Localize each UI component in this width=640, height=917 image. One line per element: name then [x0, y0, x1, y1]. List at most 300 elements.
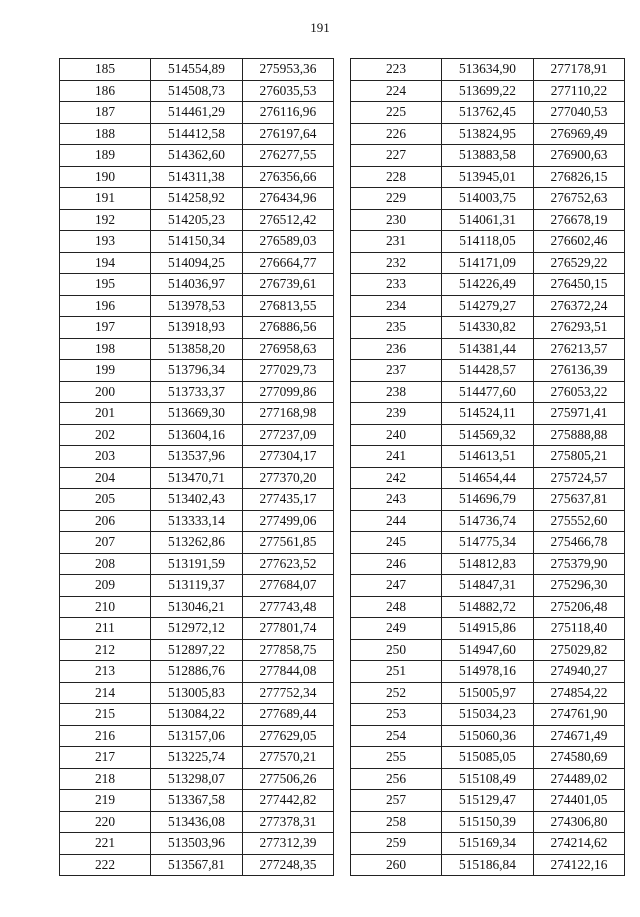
x-coordinate-cell: 514036,97	[151, 274, 243, 296]
y-coordinate-cell: 276213,57	[534, 338, 625, 360]
table-row	[60, 725, 334, 747]
y-coordinate-cell: 274671,49	[534, 725, 625, 747]
y-coordinate-cell: 276813,55	[243, 295, 334, 317]
x-coordinate-cell: 513503,96	[151, 833, 243, 855]
x-coordinate-cell: 514094,25	[151, 252, 243, 274]
y-coordinate-cell: 274122,16	[534, 854, 625, 876]
point-number-cell: 257	[351, 790, 442, 812]
point-number-cell: 200	[60, 381, 151, 403]
x-coordinate-cell: 515186,84	[442, 854, 534, 876]
x-coordinate-cell: 514696,79	[442, 489, 534, 511]
point-number-cell: 192	[60, 209, 151, 231]
y-coordinate-cell: 276116,96	[243, 102, 334, 124]
x-coordinate-cell: 514775,34	[442, 532, 534, 554]
point-number-cell: 246	[351, 553, 442, 575]
point-number-cell: 252	[351, 682, 442, 704]
table-row	[351, 59, 625, 81]
y-coordinate-cell: 276602,46	[534, 231, 625, 253]
y-coordinate-cell: 277040,53	[534, 102, 625, 124]
y-coordinate-cell: 277858,75	[243, 639, 334, 661]
point-number-cell: 188	[60, 123, 151, 145]
table-row	[351, 252, 625, 274]
y-coordinate-cell: 277442,82	[243, 790, 334, 812]
y-coordinate-cell: 275637,81	[534, 489, 625, 511]
table-row	[351, 317, 625, 339]
y-coordinate-cell: 276969,49	[534, 123, 625, 145]
table-row	[60, 532, 334, 554]
point-number-cell: 218	[60, 768, 151, 790]
point-number-cell: 240	[351, 424, 442, 446]
point-number-cell: 255	[351, 747, 442, 769]
table-row	[351, 231, 625, 253]
x-coordinate-cell: 514381,44	[442, 338, 534, 360]
y-coordinate-cell: 277110,22	[534, 80, 625, 102]
point-number-cell: 190	[60, 166, 151, 188]
point-number-cell: 235	[351, 317, 442, 339]
table-row	[60, 854, 334, 876]
coordinates-table-body	[60, 59, 334, 876]
x-coordinate-cell: 513119,37	[151, 575, 243, 597]
point-number-cell: 221	[60, 833, 151, 855]
y-coordinate-cell: 274214,62	[534, 833, 625, 855]
point-number-cell: 244	[351, 510, 442, 532]
table-row	[351, 790, 625, 812]
y-coordinate-cell: 276293,51	[534, 317, 625, 339]
x-coordinate-cell: 513298,07	[151, 768, 243, 790]
y-coordinate-cell: 276826,15	[534, 166, 625, 188]
table-row	[351, 274, 625, 296]
point-number-cell: 213	[60, 661, 151, 683]
x-coordinate-cell: 513367,58	[151, 790, 243, 812]
x-coordinate-cell: 513567,81	[151, 854, 243, 876]
point-number-cell: 204	[60, 467, 151, 489]
x-coordinate-cell: 513262,86	[151, 532, 243, 554]
x-coordinate-cell: 513918,93	[151, 317, 243, 339]
x-coordinate-cell: 514736,74	[442, 510, 534, 532]
x-coordinate-cell: 514171,09	[442, 252, 534, 274]
point-number-cell: 251	[351, 661, 442, 683]
y-coordinate-cell: 276886,56	[243, 317, 334, 339]
coordinates-table-left	[59, 58, 334, 876]
y-coordinate-cell: 275724,57	[534, 467, 625, 489]
point-number-cell: 243	[351, 489, 442, 511]
point-number-cell: 258	[351, 811, 442, 833]
y-coordinate-cell: 276529,22	[534, 252, 625, 274]
table-row	[60, 166, 334, 188]
x-coordinate-cell: 513005,83	[151, 682, 243, 704]
y-coordinate-cell: 274489,02	[534, 768, 625, 790]
x-coordinate-cell: 514477,60	[442, 381, 534, 403]
table-row	[351, 424, 625, 446]
table-row	[351, 123, 625, 145]
point-number-cell: 245	[351, 532, 442, 554]
y-coordinate-cell: 277237,09	[243, 424, 334, 446]
x-coordinate-cell: 513604,16	[151, 424, 243, 446]
table-row	[351, 854, 625, 876]
table-row	[351, 489, 625, 511]
y-coordinate-cell: 277435,17	[243, 489, 334, 511]
x-coordinate-cell: 514978,16	[442, 661, 534, 683]
point-number-cell: 201	[60, 403, 151, 425]
point-number-cell: 202	[60, 424, 151, 446]
table-row	[60, 381, 334, 403]
x-coordinate-cell: 514947,60	[442, 639, 534, 661]
point-number-cell: 248	[351, 596, 442, 618]
x-coordinate-cell: 513796,34	[151, 360, 243, 382]
y-coordinate-cell: 274854,22	[534, 682, 625, 704]
point-number-cell: 209	[60, 575, 151, 597]
y-coordinate-cell: 277570,21	[243, 747, 334, 769]
x-coordinate-cell: 512972,12	[151, 618, 243, 640]
y-coordinate-cell: 277801,74	[243, 618, 334, 640]
y-coordinate-cell: 276512,42	[243, 209, 334, 231]
y-coordinate-cell: 277844,08	[243, 661, 334, 683]
x-coordinate-cell: 514554,89	[151, 59, 243, 81]
point-number-cell: 187	[60, 102, 151, 124]
table-row	[351, 833, 625, 855]
y-coordinate-cell: 275466,78	[534, 532, 625, 554]
table-row	[351, 188, 625, 210]
table-row	[60, 790, 334, 812]
point-number-cell: 196	[60, 295, 151, 317]
table-row	[351, 510, 625, 532]
x-coordinate-cell: 514654,44	[442, 467, 534, 489]
point-number-cell: 233	[351, 274, 442, 296]
x-coordinate-cell: 514362,60	[151, 145, 243, 167]
y-coordinate-cell: 274580,69	[534, 747, 625, 769]
x-coordinate-cell: 515169,34	[442, 833, 534, 855]
table-row	[351, 338, 625, 360]
point-number-cell: 234	[351, 295, 442, 317]
y-coordinate-cell: 276678,19	[534, 209, 625, 231]
y-coordinate-cell: 276752,63	[534, 188, 625, 210]
y-coordinate-cell: 275206,48	[534, 596, 625, 618]
y-coordinate-cell: 277178,91	[534, 59, 625, 81]
table-row	[351, 209, 625, 231]
table-row	[351, 575, 625, 597]
table-row	[60, 704, 334, 726]
point-number-cell: 195	[60, 274, 151, 296]
table-row	[351, 682, 625, 704]
point-number-cell: 206	[60, 510, 151, 532]
table-row	[351, 403, 625, 425]
table-row	[60, 446, 334, 468]
y-coordinate-cell: 275888,88	[534, 424, 625, 446]
y-coordinate-cell: 275953,36	[243, 59, 334, 81]
table-row	[351, 811, 625, 833]
point-number-cell: 253	[351, 704, 442, 726]
point-number-cell: 185	[60, 59, 151, 81]
point-number-cell: 227	[351, 145, 442, 167]
table-row	[60, 553, 334, 575]
y-coordinate-cell: 276197,64	[243, 123, 334, 145]
table-row	[60, 833, 334, 855]
table-row	[351, 145, 625, 167]
point-number-cell: 217	[60, 747, 151, 769]
table-row	[60, 403, 334, 425]
x-coordinate-cell: 513858,20	[151, 338, 243, 360]
y-coordinate-cell: 274940,27	[534, 661, 625, 683]
y-coordinate-cell: 277684,07	[243, 575, 334, 597]
table-row	[60, 145, 334, 167]
x-coordinate-cell: 513945,01	[442, 166, 534, 188]
y-coordinate-cell: 276277,55	[243, 145, 334, 167]
point-number-cell: 198	[60, 338, 151, 360]
point-number-cell: 219	[60, 790, 151, 812]
y-coordinate-cell: 274761,90	[534, 704, 625, 726]
y-coordinate-cell: 277743,48	[243, 596, 334, 618]
point-number-cell: 237	[351, 360, 442, 382]
table-row	[60, 510, 334, 532]
point-number-cell: 222	[60, 854, 151, 876]
table-row	[351, 553, 625, 575]
coordinates-table-right	[350, 58, 625, 876]
x-coordinate-cell: 513046,21	[151, 596, 243, 618]
table-row	[351, 295, 625, 317]
x-coordinate-cell: 514226,49	[442, 274, 534, 296]
point-number-cell: 199	[60, 360, 151, 382]
point-number-cell: 193	[60, 231, 151, 253]
table-row	[351, 80, 625, 102]
table-row	[60, 811, 334, 833]
table-row	[351, 661, 625, 683]
y-coordinate-cell: 276136,39	[534, 360, 625, 382]
table-row	[60, 102, 334, 124]
x-coordinate-cell: 514613,51	[442, 446, 534, 468]
table-row	[351, 102, 625, 124]
table-row	[351, 704, 625, 726]
y-coordinate-cell: 277099,86	[243, 381, 334, 403]
y-coordinate-cell: 274401,05	[534, 790, 625, 812]
table-row	[351, 747, 625, 769]
y-coordinate-cell: 276958,63	[243, 338, 334, 360]
point-number-cell: 211	[60, 618, 151, 640]
x-coordinate-cell: 513436,08	[151, 811, 243, 833]
y-coordinate-cell: 275118,40	[534, 618, 625, 640]
table-row	[60, 596, 334, 618]
table-row	[351, 768, 625, 790]
point-number-cell: 194	[60, 252, 151, 274]
point-number-cell: 236	[351, 338, 442, 360]
table-row	[60, 231, 334, 253]
table-row	[60, 123, 334, 145]
x-coordinate-cell: 513084,22	[151, 704, 243, 726]
x-coordinate-cell: 513634,90	[442, 59, 534, 81]
y-coordinate-cell: 277499,06	[243, 510, 334, 532]
y-coordinate-cell: 276053,22	[534, 381, 625, 403]
table-row	[351, 618, 625, 640]
x-coordinate-cell: 513699,22	[442, 80, 534, 102]
x-coordinate-cell: 513824,95	[442, 123, 534, 145]
y-coordinate-cell: 275379,90	[534, 553, 625, 575]
y-coordinate-cell: 277304,17	[243, 446, 334, 468]
point-number-cell: 212	[60, 639, 151, 661]
table-row	[351, 725, 625, 747]
table-row	[60, 661, 334, 683]
point-number-cell: 232	[351, 252, 442, 274]
table-row	[351, 639, 625, 661]
y-coordinate-cell: 277561,85	[243, 532, 334, 554]
x-coordinate-cell: 515129,47	[442, 790, 534, 812]
table-row	[351, 360, 625, 382]
x-coordinate-cell: 513470,71	[151, 467, 243, 489]
point-number-cell: 191	[60, 188, 151, 210]
y-coordinate-cell: 276900,63	[534, 145, 625, 167]
table-row	[351, 166, 625, 188]
x-coordinate-cell: 514461,29	[151, 102, 243, 124]
x-coordinate-cell: 513669,30	[151, 403, 243, 425]
point-number-cell: 226	[351, 123, 442, 145]
x-coordinate-cell: 512897,22	[151, 639, 243, 661]
table-row	[60, 59, 334, 81]
point-number-cell: 214	[60, 682, 151, 704]
table-row	[60, 682, 334, 704]
point-number-cell: 223	[351, 59, 442, 81]
table-row	[60, 467, 334, 489]
point-number-cell: 207	[60, 532, 151, 554]
x-coordinate-cell: 514118,05	[442, 231, 534, 253]
y-coordinate-cell: 276035,53	[243, 80, 334, 102]
point-number-cell: 239	[351, 403, 442, 425]
x-coordinate-cell: 513225,74	[151, 747, 243, 769]
y-coordinate-cell: 277629,05	[243, 725, 334, 747]
point-number-cell: 203	[60, 446, 151, 468]
y-coordinate-cell: 276372,24	[534, 295, 625, 317]
y-coordinate-cell: 277029,73	[243, 360, 334, 382]
x-coordinate-cell: 514812,83	[442, 553, 534, 575]
y-coordinate-cell: 277248,35	[243, 854, 334, 876]
x-coordinate-cell: 515034,23	[442, 704, 534, 726]
x-coordinate-cell: 512886,76	[151, 661, 243, 683]
y-coordinate-cell: 277312,39	[243, 833, 334, 855]
y-coordinate-cell: 276589,03	[243, 231, 334, 253]
y-coordinate-cell: 275552,60	[534, 510, 625, 532]
y-coordinate-cell: 276356,66	[243, 166, 334, 188]
point-number-cell: 189	[60, 145, 151, 167]
y-coordinate-cell: 277506,26	[243, 768, 334, 790]
table-row	[60, 338, 334, 360]
table-row	[60, 80, 334, 102]
table-row	[60, 317, 334, 339]
point-number-cell: 208	[60, 553, 151, 575]
table-row	[60, 209, 334, 231]
point-number-cell: 238	[351, 381, 442, 403]
point-number-cell: 249	[351, 618, 442, 640]
x-coordinate-cell: 515108,49	[442, 768, 534, 790]
x-coordinate-cell: 514524,11	[442, 403, 534, 425]
x-coordinate-cell: 514003,75	[442, 188, 534, 210]
y-coordinate-cell: 276450,15	[534, 274, 625, 296]
x-coordinate-cell: 514205,23	[151, 209, 243, 231]
point-number-cell: 197	[60, 317, 151, 339]
point-number-cell: 228	[351, 166, 442, 188]
x-coordinate-cell: 514061,31	[442, 209, 534, 231]
table-row	[60, 274, 334, 296]
x-coordinate-cell: 513333,14	[151, 510, 243, 532]
table-row	[60, 188, 334, 210]
x-coordinate-cell: 515005,97	[442, 682, 534, 704]
x-coordinate-cell: 513883,58	[442, 145, 534, 167]
y-coordinate-cell: 277689,44	[243, 704, 334, 726]
table-row	[60, 360, 334, 382]
point-number-cell: 241	[351, 446, 442, 468]
point-number-cell: 247	[351, 575, 442, 597]
y-coordinate-cell: 276664,77	[243, 252, 334, 274]
y-coordinate-cell: 275029,82	[534, 639, 625, 661]
x-coordinate-cell: 513402,43	[151, 489, 243, 511]
table-row	[60, 575, 334, 597]
point-number-cell: 205	[60, 489, 151, 511]
point-number-cell: 242	[351, 467, 442, 489]
y-coordinate-cell: 277623,52	[243, 553, 334, 575]
x-coordinate-cell: 514508,73	[151, 80, 243, 102]
y-coordinate-cell: 275971,41	[534, 403, 625, 425]
point-number-cell: 229	[351, 188, 442, 210]
table-row	[60, 639, 334, 661]
point-number-cell: 186	[60, 80, 151, 102]
point-number-cell: 254	[351, 725, 442, 747]
y-coordinate-cell: 276434,96	[243, 188, 334, 210]
point-number-cell: 230	[351, 209, 442, 231]
point-number-cell: 224	[351, 80, 442, 102]
x-coordinate-cell: 514915,86	[442, 618, 534, 640]
point-number-cell: 225	[351, 102, 442, 124]
point-number-cell: 216	[60, 725, 151, 747]
table-row	[60, 618, 334, 640]
x-coordinate-cell: 514569,32	[442, 424, 534, 446]
x-coordinate-cell: 514412,58	[151, 123, 243, 145]
x-coordinate-cell: 513762,45	[442, 102, 534, 124]
table-row	[60, 252, 334, 274]
table-row	[351, 446, 625, 468]
x-coordinate-cell: 514279,27	[442, 295, 534, 317]
x-coordinate-cell: 514847,31	[442, 575, 534, 597]
x-coordinate-cell: 515150,39	[442, 811, 534, 833]
x-coordinate-cell: 513733,37	[151, 381, 243, 403]
point-number-cell: 215	[60, 704, 151, 726]
x-coordinate-cell: 515060,36	[442, 725, 534, 747]
x-coordinate-cell: 513157,06	[151, 725, 243, 747]
x-coordinate-cell: 513978,53	[151, 295, 243, 317]
x-coordinate-cell: 514330,82	[442, 317, 534, 339]
x-coordinate-cell: 515085,05	[442, 747, 534, 769]
table-row	[351, 596, 625, 618]
x-coordinate-cell: 513191,59	[151, 553, 243, 575]
x-coordinate-cell: 514428,57	[442, 360, 534, 382]
y-coordinate-cell: 277752,34	[243, 682, 334, 704]
table-row	[351, 532, 625, 554]
table-row	[60, 424, 334, 446]
point-number-cell: 259	[351, 833, 442, 855]
x-coordinate-cell: 514258,92	[151, 188, 243, 210]
x-coordinate-cell: 514150,34	[151, 231, 243, 253]
y-coordinate-cell: 274306,80	[534, 811, 625, 833]
y-coordinate-cell: 277378,31	[243, 811, 334, 833]
y-coordinate-cell: 275296,30	[534, 575, 625, 597]
point-number-cell: 260	[351, 854, 442, 876]
point-number-cell: 256	[351, 768, 442, 790]
table-row	[351, 467, 625, 489]
table-row	[60, 295, 334, 317]
table-row	[60, 489, 334, 511]
x-coordinate-cell: 513537,96	[151, 446, 243, 468]
y-coordinate-cell: 277168,98	[243, 403, 334, 425]
y-coordinate-cell: 275805,21	[534, 446, 625, 468]
point-number-cell: 250	[351, 639, 442, 661]
point-number-cell: 210	[60, 596, 151, 618]
y-coordinate-cell: 276739,61	[243, 274, 334, 296]
table-row	[351, 381, 625, 403]
